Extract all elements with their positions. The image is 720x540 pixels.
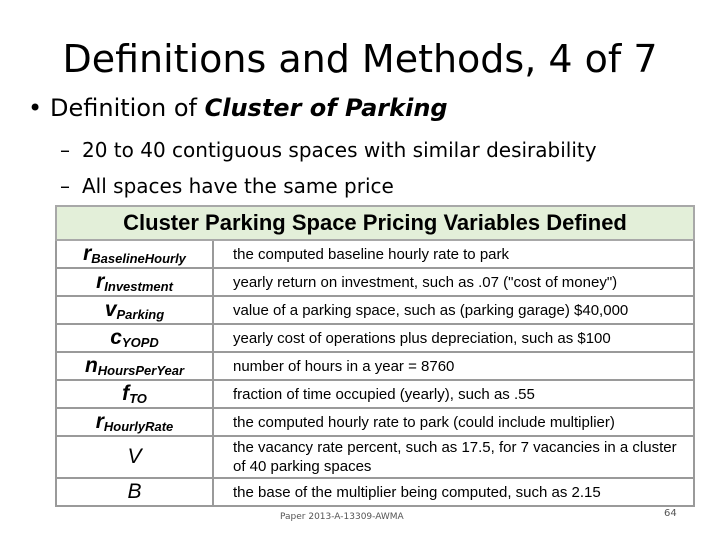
table-row — [56, 240, 694, 268]
subbullet — [60, 136, 597, 164]
variable-definition: the base of the multiplier being computed, such as 2.15 — [213, 478, 694, 506]
table-row — [56, 296, 694, 324]
variable-symbol: $r_{HourlyRate}$ — [56, 408, 213, 436]
slide-title: Definitions and Methods, 4 of 7 — [62, 37, 658, 81]
variables-table — [55, 205, 695, 507]
variable-symbol: $c_{YOPD}$ — [56, 324, 213, 352]
variable-definition: value of a parking space, such as (parking garage) $40,000 — [213, 296, 694, 324]
subbullet-text: 20 to 40 contiguous spaces with similar desirability — [82, 138, 597, 162]
bullet-marker: • — [28, 94, 43, 122]
table-row — [56, 268, 694, 296]
variable-symbol: $r_{Investment}$ — [56, 268, 213, 296]
table-row — [56, 408, 694, 436]
subbullet-marker: – — [60, 138, 70, 162]
variable-definition: fraction of time occupied (yearly), such as .55 — [213, 380, 694, 408]
variable-symbol: V — [56, 436, 213, 478]
variable-symbol: $r_{BaselineHourly}$ — [56, 240, 213, 268]
variable-definition: the vacancy rate percent, such as 17.5, for 7 vacancies in a cluster of 40 parking spaces — [213, 436, 694, 478]
subbullet — [60, 172, 394, 200]
variable-definition: the computed baseline hourly rate to park — [213, 240, 694, 268]
variable-symbol: $v_{Parking}$ — [56, 296, 213, 324]
variable-definition: yearly return on investment, such as .07 ("cost of money") — [213, 268, 694, 296]
page-number: 64 — [664, 508, 677, 519]
bullet-prefix: Definition of — [50, 94, 205, 122]
table-row — [56, 436, 694, 478]
variable-symbol: B — [56, 478, 213, 506]
variable-symbol: $n_{HoursPerYear}$ — [56, 352, 213, 380]
slide-footer: Paper 2013-A-13309-AWMA — [280, 512, 404, 522]
table-row — [56, 324, 694, 352]
table-row — [56, 380, 694, 408]
variable-symbol: $f_{TO}$ — [56, 380, 213, 408]
subbullet-marker: – — [60, 174, 70, 198]
variable-definition: number of hours in a year = 8760 — [213, 352, 694, 380]
table-row — [56, 478, 694, 506]
bullet-definition — [28, 92, 448, 124]
subbullet-text: All spaces have the same price — [82, 174, 394, 198]
table-heading: Cluster Parking Space Pricing Variables Defined — [56, 206, 694, 240]
table-row — [56, 352, 694, 380]
variable-definition: yearly cost of operations plus depreciation, such as $100 — [213, 324, 694, 352]
bullet-emphasis: Cluster of Parking — [204, 94, 448, 122]
variable-definition: the computed hourly rate to park (could include multiplier) — [213, 408, 694, 436]
